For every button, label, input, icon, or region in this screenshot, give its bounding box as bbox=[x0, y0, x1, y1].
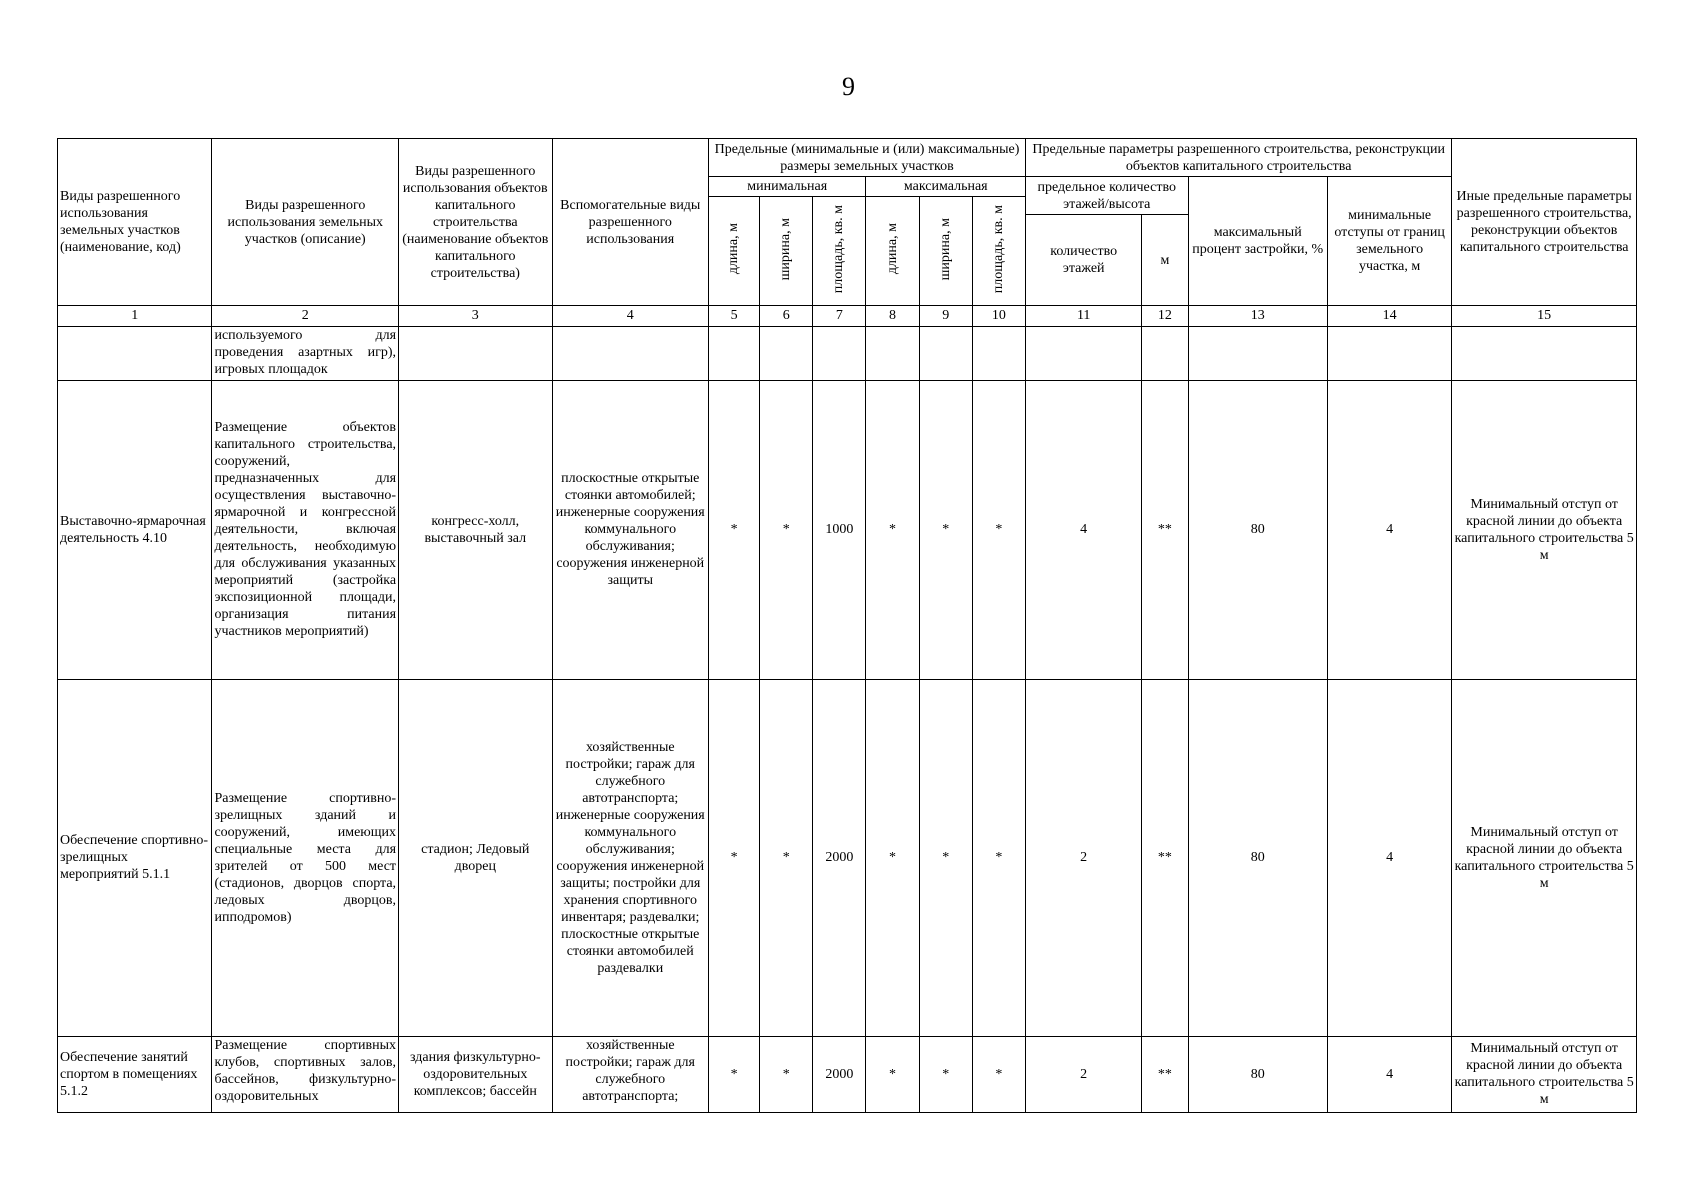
header-col1: Виды разрешенного использования земельных участков (наименование, код) bbox=[58, 139, 212, 306]
header-max-width: ширина, м bbox=[919, 197, 972, 306]
min-length bbox=[709, 326, 760, 380]
column-number: 7 bbox=[813, 306, 866, 326]
floors-count: 4 bbox=[1026, 380, 1142, 679]
floors-count bbox=[1026, 326, 1142, 380]
header-row-1 bbox=[58, 139, 1637, 177]
column-number: 4 bbox=[552, 306, 708, 326]
height-m bbox=[1142, 326, 1188, 380]
table-row bbox=[58, 380, 1637, 679]
other-params: Минимальный отступ от красной линии до объекта капитального строительства 5 м bbox=[1452, 679, 1637, 1036]
max-area: * bbox=[972, 380, 1025, 679]
header-coverage: максимальный процент застройки, % bbox=[1188, 177, 1327, 306]
other-params: Минимальный отступ от красной линии до объекта капитального строительства 5 м bbox=[1452, 380, 1637, 679]
header-meters: м bbox=[1142, 215, 1188, 306]
max-length bbox=[866, 326, 919, 380]
max-width bbox=[919, 326, 972, 380]
header-floors-group: предельное количество этажей/высота bbox=[1026, 177, 1189, 215]
table-row bbox=[58, 326, 1637, 380]
land-use-name: Обеспечение занятий спортом в помещениях 5.1.2 bbox=[58, 1036, 212, 1112]
floors-count: 2 bbox=[1026, 679, 1142, 1036]
height-m: ** bbox=[1142, 1036, 1188, 1112]
max-length: * bbox=[866, 679, 919, 1036]
height-m: ** bbox=[1142, 380, 1188, 679]
column-number: 12 bbox=[1142, 306, 1188, 326]
max-length: * bbox=[866, 380, 919, 679]
height-m: ** bbox=[1142, 679, 1188, 1036]
column-number: 2 bbox=[212, 306, 399, 326]
min-width: * bbox=[760, 1036, 813, 1112]
land-use-description: Размещение спортивно-зрелищных зданий и сооружений, имеющих специальные места для зрителей от 500 мест (стадионов, дворцов спорта, ледовых дворцов, ипподромов) bbox=[212, 679, 399, 1036]
header-min-length: длина, м bbox=[709, 197, 760, 306]
max-width: * bbox=[919, 380, 972, 679]
table-row bbox=[58, 679, 1637, 1036]
land-use-name: Обеспечение спортивно-зрелищных мероприятий 5.1.1 bbox=[58, 679, 212, 1036]
column-number: 13 bbox=[1188, 306, 1327, 326]
max-area: * bbox=[972, 679, 1025, 1036]
column-number: 11 bbox=[1026, 306, 1142, 326]
page-number: 9 bbox=[842, 72, 855, 101]
floors-count: 2 bbox=[1026, 1036, 1142, 1112]
land-use-description: Размещение спортивных клубов, спортивных залов, бассейнов, физкультурно-оздоровительных bbox=[212, 1036, 399, 1112]
other-params bbox=[1452, 326, 1637, 380]
column-number: 15 bbox=[1452, 306, 1637, 326]
min-length: * bbox=[709, 1036, 760, 1112]
header-setbacks: минимальные отступы от границ земельного участка, м bbox=[1327, 177, 1451, 306]
min-length: * bbox=[709, 679, 760, 1036]
min-area bbox=[813, 326, 866, 380]
header-max-length: длина, м bbox=[866, 197, 919, 306]
column-number: 8 bbox=[866, 306, 919, 326]
column-number: 6 bbox=[760, 306, 813, 326]
capital-objects: здания физкультурно-оздоровительных комплексов; бассейн bbox=[399, 1036, 552, 1112]
header-min-width: ширина, м bbox=[760, 197, 813, 306]
header-size-group: Предельные (минимальные и (или) максимальные) размеры земельных участков bbox=[709, 139, 1026, 177]
table-row bbox=[58, 1036, 1637, 1112]
auxiliary-uses: хозяйственные постройки; гараж для служебного автотранспорта; bbox=[552, 1036, 708, 1112]
min-width: * bbox=[760, 380, 813, 679]
min-width: * bbox=[760, 679, 813, 1036]
min-setback: 4 bbox=[1327, 679, 1451, 1036]
header-max: максимальная bbox=[866, 177, 1026, 197]
column-number: 1 bbox=[58, 306, 212, 326]
max-area: * bbox=[972, 1036, 1025, 1112]
header-col3: Виды разрешенного использования объектов капитального строительства (наименование объектов капитального строительства) bbox=[399, 139, 552, 306]
min-setback: 4 bbox=[1327, 380, 1451, 679]
min-width bbox=[760, 326, 813, 380]
capital-objects: стадион; Ледовый дворец bbox=[399, 679, 552, 1036]
min-area: 2000 bbox=[813, 1036, 866, 1112]
column-number: 14 bbox=[1327, 306, 1451, 326]
header-col2: Виды разрешенного использования земельных участков (описание) bbox=[212, 139, 399, 306]
max-length: * bbox=[866, 1036, 919, 1112]
max-width: * bbox=[919, 1036, 972, 1112]
land-use-description: Размещение объектов капитального строительства, сооружений, предназначенных для осуществления выставочно-ярмарочной и конгрессной деятельности, включая деятельность, необходимую для обслуживания указанных мероприятий (застройка экспозиционной площади, организация питания участников мероприятий) bbox=[212, 380, 399, 679]
max-coverage: 80 bbox=[1188, 380, 1327, 679]
header-min: минимальная bbox=[709, 177, 866, 197]
column-number: 9 bbox=[919, 306, 972, 326]
min-setback bbox=[1327, 326, 1451, 380]
column-number-row bbox=[58, 306, 1637, 326]
capital-objects: конгресс-холл, выставочный зал bbox=[399, 380, 552, 679]
header-max-area: площадь, кв. м bbox=[972, 197, 1025, 306]
max-coverage: 80 bbox=[1188, 679, 1327, 1036]
land-use-name: Выставочно-ярмарочная деятельность 4.10 bbox=[58, 380, 212, 679]
auxiliary-uses: плоскостные открытые стоянки автомобилей; инженерные сооружения коммунального обслуживания; сооружения инженерной защиты bbox=[552, 380, 708, 679]
other-params: Минимальный отступ от красной линии до объекта капитального строительства 5 м bbox=[1452, 1036, 1637, 1112]
column-number: 3 bbox=[399, 306, 552, 326]
min-setback: 4 bbox=[1327, 1036, 1451, 1112]
column-number: 5 bbox=[709, 306, 760, 326]
header-floors: количество этажей bbox=[1026, 215, 1142, 306]
land-use-regulations-table bbox=[57, 138, 1637, 1113]
capital-objects bbox=[399, 326, 552, 380]
auxiliary-uses bbox=[552, 326, 708, 380]
max-coverage bbox=[1188, 326, 1327, 380]
min-length: * bbox=[709, 380, 760, 679]
auxiliary-uses: хозяйственные постройки; гараж для служебного автотранспорта; инженерные сооружения коммунального обслуживания; сооружения инженерной защиты; постройки для хранения спортивного инвентаря; раздевалки; плоскостные открытые стоянки автомобилей раздевалки bbox=[552, 679, 708, 1036]
column-number: 10 bbox=[972, 306, 1025, 326]
min-area: 1000 bbox=[813, 380, 866, 679]
min-area: 2000 bbox=[813, 679, 866, 1036]
max-coverage: 80 bbox=[1188, 1036, 1327, 1112]
land-use-description: используемого для проведения азартных игр), игровых площадок bbox=[212, 326, 399, 380]
max-area bbox=[972, 326, 1025, 380]
header-col4: Вспомогательные виды разрешенного использования bbox=[552, 139, 708, 306]
land-use-name bbox=[58, 326, 212, 380]
header-other-params: Иные предельные параметры разрешенного строительства, реконструкции объектов капитального строительства bbox=[1452, 139, 1637, 306]
max-width: * bbox=[919, 679, 972, 1036]
header-build-group: Предельные параметры разрешенного строительства, реконструкции объектов капитального строительства bbox=[1026, 139, 1452, 177]
header-min-area: площадь, кв. м bbox=[813, 197, 866, 306]
